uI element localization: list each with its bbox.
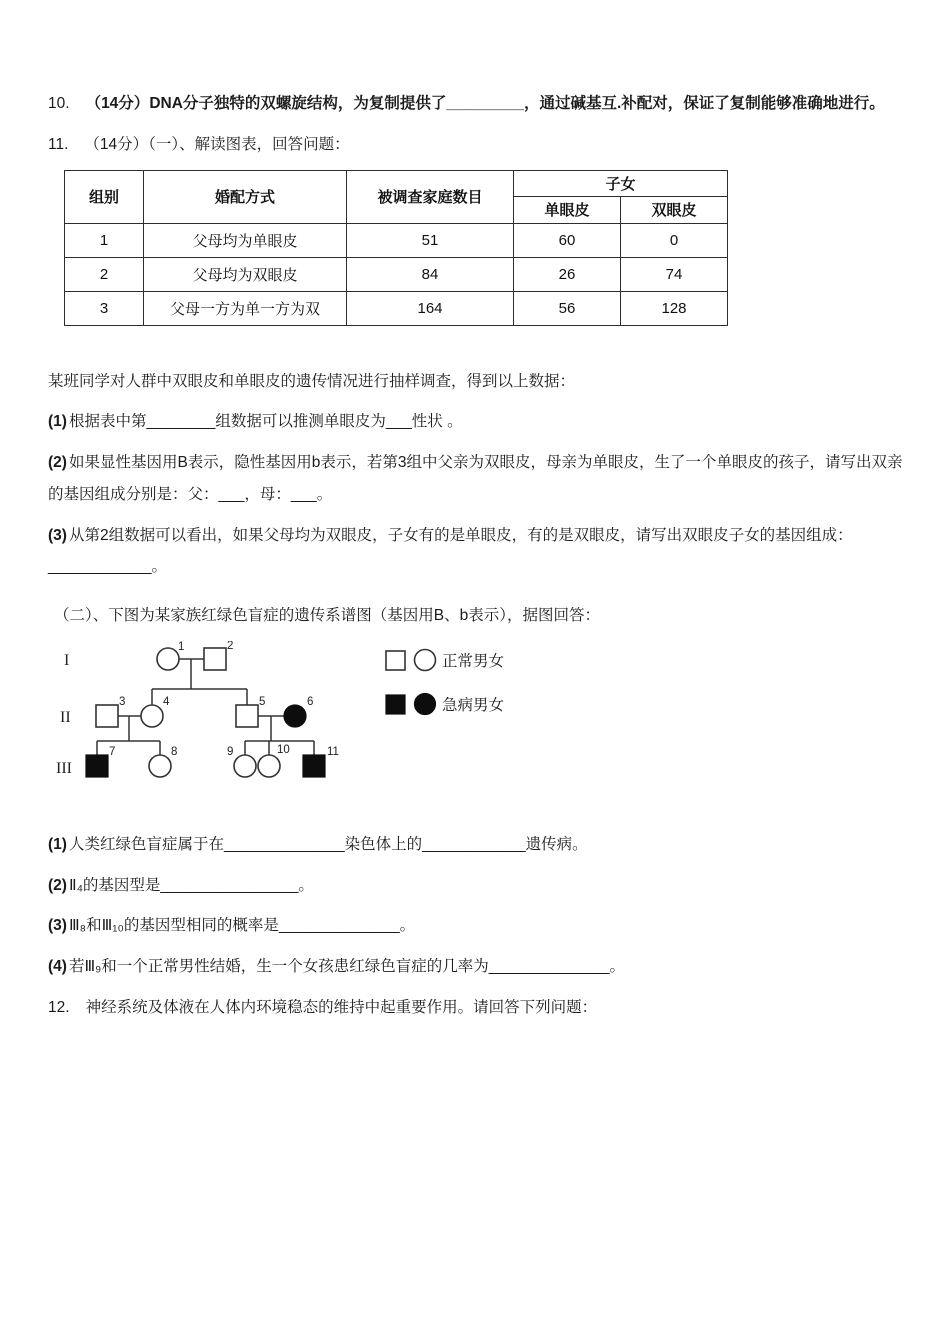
sub-question-text: Ⅲ₈和Ⅲ₁₀的基因型相同的概率是______________。 — [68, 917, 416, 935]
table-row — [65, 257, 728, 291]
legend-affected-female-icon — [415, 693, 436, 714]
question-11-sub-2 — [48, 447, 905, 511]
question-10-score: （14分） — [85, 95, 150, 112]
pedigree-chart — [56, 641, 596, 797]
sub-question-text: 从第2组数据可以看出，如果父母均为双眼皮，子女有的是单眼皮，有的是双眼皮，请写出双眼皮子女的基因组成：____________。 — [48, 526, 853, 576]
pedigree-individual-7-square-affected — [86, 755, 108, 777]
sub-question-marker: (4) — [48, 958, 67, 976]
question-11-heading — [48, 129, 905, 161]
header-children-group: 子女 — [514, 170, 728, 196]
question-12-text: 神经系统及体液在人体内环境稳态的维持中起重要作用。请回答下列问题： — [85, 998, 598, 1016]
question-12 — [48, 992, 905, 1024]
cell-group-1: 1 — [65, 223, 144, 257]
pedigree-legend — [386, 649, 504, 714]
cell-match-3: 父母一方为单一方为双 — [144, 291, 347, 325]
sub-question-text: 人类红绿色盲症属于在______________染色体上的____________遗传病。 — [68, 835, 588, 853]
table-header-row-1 — [65, 170, 728, 196]
part-2-sub-2 — [48, 870, 905, 902]
sub-question-marker: (1) — [48, 413, 67, 431]
pedigree-number-11: 11 — [327, 745, 339, 758]
cell-single-3: 56 — [514, 291, 621, 325]
part-2-sub-1 — [48, 829, 905, 861]
question-11-intro: 某班同学对人群中双眼皮和单眼皮的遗传情况进行抽样调查，得到以上数据： — [48, 372, 576, 390]
header-match-type: 婚配方式 — [144, 170, 347, 223]
sub-question-marker: (2) — [48, 876, 67, 894]
pedigree-individual-8-circle — [149, 755, 171, 777]
pedigree-individual-3-square — [96, 705, 118, 727]
question-10 — [48, 88, 905, 120]
part-2-heading: （二）、下图为某家族红绿色盲症的遗传系谱图（基因用B、b表示），据图回答： — [54, 607, 600, 625]
pedigree-number-6: 6 — [307, 695, 314, 708]
cell-count-2: 84 — [347, 257, 514, 291]
cell-count-3: 164 — [347, 291, 514, 325]
cell-match-2: 父母均为双眼皮 — [144, 257, 347, 291]
faint-watermark — [618, 336, 905, 362]
table-row — [65, 291, 728, 325]
pedigree-number-5: 5 — [259, 695, 266, 708]
cell-double-3: 128 — [621, 291, 728, 325]
table-row — [65, 223, 728, 257]
header-group: 组别 — [65, 170, 144, 223]
legend-normal-male-icon — [386, 651, 405, 670]
pedigree-number-4: 4 — [163, 695, 170, 708]
header-double-eyelid: 双眼皮 — [621, 196, 728, 223]
pedigree-individual-5-square — [236, 705, 258, 727]
cell-match-1: 父母均为单眼皮 — [144, 223, 347, 257]
question-10-number: 10. — [48, 95, 70, 112]
cell-count-1: 51 — [347, 223, 514, 257]
cell-group-2: 2 — [65, 257, 144, 291]
cell-single-1: 60 — [514, 223, 621, 257]
legend-affected-label: 急病男女 — [442, 696, 505, 714]
question-11-sub-3 — [48, 520, 905, 584]
generation-label-3: III — [56, 759, 72, 777]
pedigree-number-7: 7 — [109, 745, 116, 758]
question-11-sub-1 — [48, 406, 905, 438]
header-family-count: 被调查家庭数目 — [347, 170, 514, 223]
pedigree-number-3: 3 — [119, 695, 126, 708]
question-10-text: DNA分子独特的双螺旋结构，为复制提供了_________，通过碱基互.补配对，保证了复制能够准确地进行。 — [149, 95, 885, 112]
sub-question-marker: (3) — [48, 526, 67, 544]
cell-double-2: 74 — [621, 257, 728, 291]
pedigree-individual-1-circle — [157, 648, 179, 670]
pedigree-individual-6-circle-affected — [284, 705, 306, 727]
sub-question-marker: (1) — [48, 835, 67, 853]
sub-question-text: Ⅱ₄的基因型是________________。 — [68, 876, 314, 894]
part-2-sub-4 — [48, 951, 905, 983]
cell-single-2: 26 — [514, 257, 621, 291]
pedigree-number-9: 9 — [227, 745, 234, 758]
part-2-sub-3 — [48, 910, 905, 942]
legend-normal-label: 正常男女 — [442, 652, 505, 670]
question-11-heading-text: （14分）（一）、解读图表，回答问题： — [84, 135, 350, 153]
cell-group-3: 3 — [65, 291, 144, 325]
generation-label-1: I — [64, 651, 70, 669]
pedigree-individual-10-circle — [258, 755, 280, 777]
pedigree-number-8: 8 — [171, 745, 178, 758]
question-12-number: 12. — [48, 998, 70, 1016]
header-single-eyelid: 单眼皮 — [514, 196, 621, 223]
sub-question-text: 如果显性基因用B表示，隐性基因用b表示，若第3组中父亲为双眼皮，母亲为单眼皮，生了一个单眼皮的孩子，请写出双亲的基因组成分别是：父：___，母：___。 — [48, 454, 903, 503]
pedigree-individual-9-circle — [234, 755, 256, 777]
legend-normal-female-icon — [415, 649, 436, 670]
pedigree-number-10: 10 — [277, 743, 290, 756]
survey-table — [64, 170, 728, 326]
sub-question-marker: (2) — [48, 454, 67, 472]
question-11-number: 11. — [48, 135, 69, 153]
cell-double-1: 0 — [621, 223, 728, 257]
pedigree-figure — [56, 641, 905, 797]
generation-label-2: II — [60, 708, 71, 726]
sub-question-text: 根据表中第________组数据可以推测单眼皮为___性状 。 — [68, 413, 463, 431]
pedigree-individual-4-circle — [141, 705, 163, 727]
sub-question-marker: (3) — [48, 917, 67, 935]
pedigree-number-2: 2 — [227, 640, 234, 652]
pedigree-lines — [97, 659, 314, 755]
pedigree-individual-11-square-affected — [303, 755, 325, 777]
legend-affected-male-icon — [386, 695, 405, 714]
pedigree-number-1: 1 — [178, 640, 185, 653]
pedigree-individual-2-square — [204, 648, 226, 670]
sub-question-text: 若Ⅲ₉和一个正常男性结婚，生一个女孩患红绿色盲症的几率为______________。 — [68, 958, 625, 976]
